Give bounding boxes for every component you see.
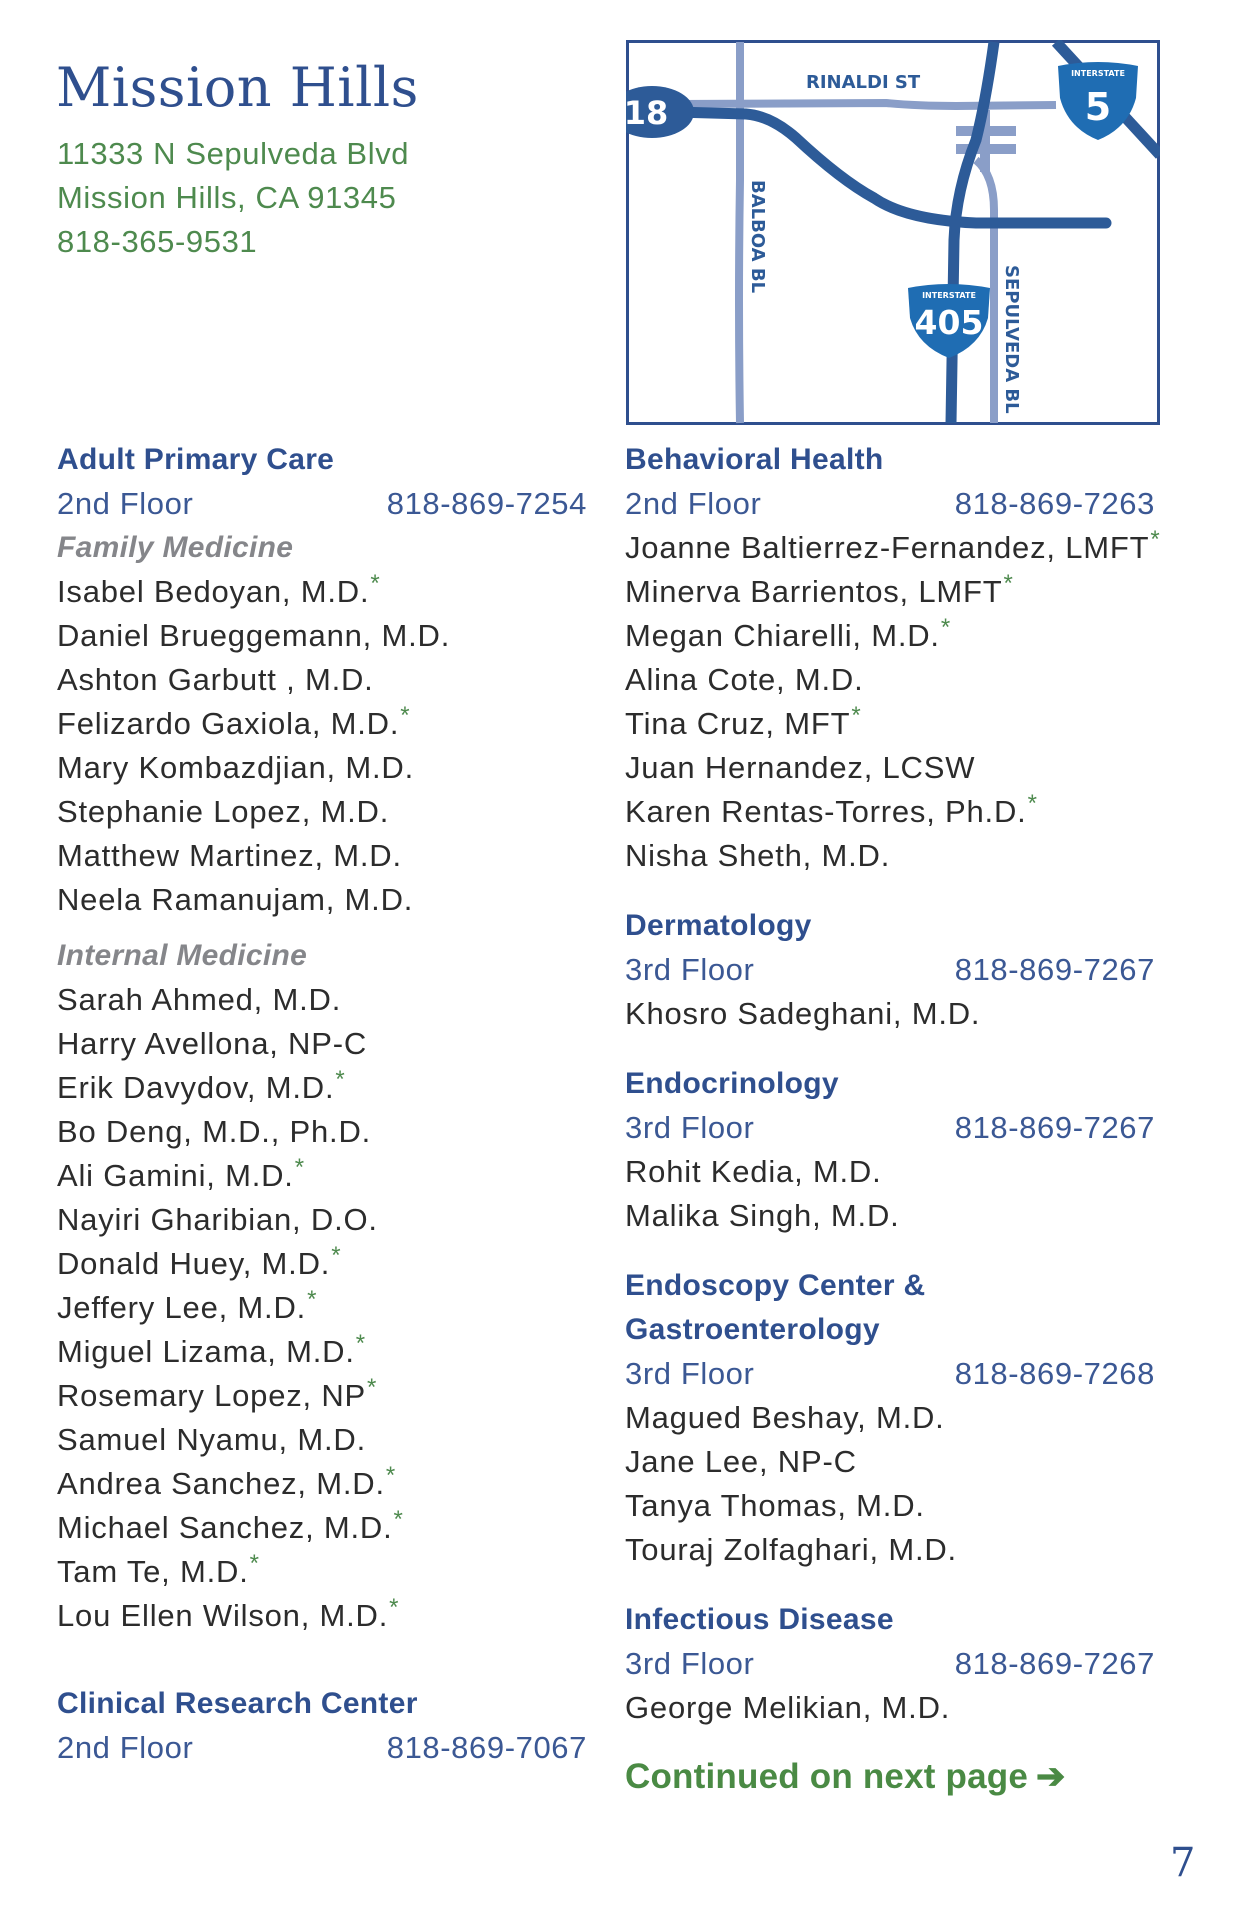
svg-text:405: 405 [914, 303, 984, 342]
provider-item: Rohit Kedia, M.D. [625, 1154, 882, 1189]
provider-item: Ashton Garbutt , M.D. [57, 662, 374, 697]
provider-item: Lou Ellen Wilson, M.D.* [57, 1593, 400, 1633]
svg-text:INTERSTATE: INTERSTATE [1071, 69, 1125, 78]
floor-phone-row [57, 482, 587, 526]
floor-label: 3rd Floor [625, 1646, 755, 1681]
section-title: Infectious Disease [625, 1603, 894, 1636]
address-street: 11333 N Sepulveda Blvd [57, 136, 410, 171]
provider-item: Erik Davydov, M.D.* [57, 1065, 346, 1105]
department-phone: 818-869-7263 [954, 486, 1155, 521]
section-adult-primary-care [57, 438, 587, 1638]
provider-list-family-medicine [57, 570, 587, 922]
floor-label: 3rd Floor [625, 1356, 755, 1391]
star-icon: * [367, 1373, 378, 1401]
sepulveda-label: SEPULVEDA BL [1001, 265, 1022, 414]
section-title: Gastroenterology [625, 1313, 880, 1346]
page-number: 7 [1170, 1840, 1196, 1886]
provider-item: Daniel Brueggemann, M.D. [57, 618, 451, 653]
subsection-title: Family Medicine [57, 531, 294, 564]
address-city: Mission Hills, CA 91345 [57, 180, 397, 215]
rinaldi-street [676, 103, 1056, 106]
star-icon: * [1150, 525, 1161, 553]
provider-item: Tina Cruz, MFT* [625, 701, 862, 741]
balboa-street [739, 42, 740, 423]
floor-label: 2nd Floor [57, 486, 194, 521]
provider-item: Neela Ramanujam, M.D. [57, 882, 414, 917]
provider-item: Jane Lee, NP-C [625, 1444, 857, 1479]
section-title: Behavioral Health [625, 443, 884, 476]
balboa-label: BALBOA BL [747, 180, 768, 294]
floor-phone-row [625, 948, 1155, 992]
department-phone: 818-869-7267 [954, 1646, 1155, 1681]
floor-phone-row [625, 1642, 1155, 1686]
provider-item: Ali Gamini, M.D.* [57, 1153, 305, 1193]
provider-item: Tanya Thomas, M.D. [625, 1488, 925, 1523]
floor-phone-row [625, 1106, 1155, 1150]
department-phone: 818-869-7267 [954, 952, 1155, 987]
provider-item: Bo Deng, M.D., Ph.D. [57, 1114, 372, 1149]
star-icon: * [355, 1329, 366, 1357]
provider-item: Felizardo Gaxiola, M.D.* [57, 701, 411, 741]
continued-next-page-link[interactable] [625, 1752, 1155, 1802]
provider-item: Minerva Barrientos, LMFT* [625, 569, 1014, 609]
star-icon: * [385, 1461, 397, 1489]
provider-item: Stephanie Lopez, M.D. [57, 794, 390, 829]
star-icon: * [940, 613, 951, 641]
provider-item: Juan Hernandez, LCSW [625, 750, 976, 785]
section-clinical-research-center [57, 1682, 587, 1770]
star-icon: * [851, 701, 862, 729]
provider-item: Rosemary Lopez, NP* [57, 1373, 378, 1413]
star-icon: * [389, 1593, 400, 1621]
provider-item: Sarah Ahmed, M.D. [57, 982, 342, 1017]
provider-item: Miguel Lizama, M.D.* [57, 1329, 366, 1369]
floor-phone-row [625, 1352, 1155, 1396]
provider-item: Harry Avellona, NP-C [57, 1026, 368, 1061]
provider-item: Nisha Sheth, M.D. [625, 838, 891, 873]
star-icon: * [249, 1549, 260, 1577]
provider-item: Megan Chiarelli, M.D.* [625, 613, 951, 653]
section-endocrinology [625, 1062, 1155, 1238]
provider-item: Joanne Baltierrez-Fernandez, LMFT* [625, 525, 1161, 565]
svg-text:INTERSTATE: INTERSTATE [922, 291, 976, 300]
provider-item: Isabel Bedoyan, M.D.* [57, 569, 381, 609]
department-phone: 818-869-7267 [954, 1110, 1155, 1145]
provider-item: Tam Te, M.D.* [57, 1549, 260, 1589]
arrow-right-icon: ➔ [1036, 1757, 1066, 1796]
location-phone: 818-365-9531 [57, 224, 258, 259]
star-icon: * [335, 1065, 346, 1093]
floor-label: 2nd Floor [625, 486, 762, 521]
svg-text:5: 5 [1084, 85, 1112, 129]
star-icon: * [400, 701, 411, 729]
provider-item: Alina Cote, M.D. [625, 662, 864, 697]
provider-item: Nayiri Gharibian, D.O. [57, 1202, 378, 1237]
floor-phone-row [625, 482, 1155, 526]
department-phone: 818-869-7254 [386, 486, 587, 521]
star-icon: * [370, 569, 381, 597]
section-title: Endoscopy Center & [625, 1269, 926, 1302]
star-icon: * [331, 1241, 342, 1269]
floor-label: 3rd Floor [625, 952, 755, 987]
provider-item: Michael Sanchez, M.D.* [57, 1505, 404, 1545]
provider-item: Touraj Zolfaghari, M.D. [625, 1532, 957, 1567]
star-icon: * [294, 1153, 305, 1181]
location-map [626, 40, 1160, 425]
section-infectious-disease [625, 1598, 1155, 1730]
provider-item: Khosro Sadeghani, M.D. [625, 996, 981, 1031]
star-icon: * [1027, 789, 1038, 817]
provider-item: Andrea Sanchez, M.D.* [57, 1461, 397, 1501]
provider-item: Jeffery Lee, M.D.* [57, 1285, 318, 1325]
floor-label: 2nd Floor [57, 1730, 194, 1765]
right-column [625, 438, 1161, 1802]
provider-item: Malika Singh, M.D. [625, 1198, 900, 1233]
section-title: Clinical Research Center [57, 1687, 418, 1720]
floor-label: 3rd Floor [625, 1110, 755, 1145]
provider-item: Magued Beshay, M.D. [625, 1400, 945, 1435]
rinaldi-label: RINALDI ST [806, 72, 921, 93]
provider-list-internal-medicine [57, 978, 587, 1638]
location-address [57, 132, 409, 264]
provider-item: Matthew Martinez, M.D. [57, 838, 402, 873]
star-icon: * [1003, 569, 1014, 597]
section-title: Endocrinology [625, 1067, 839, 1100]
section-title: Dermatology [625, 909, 812, 942]
left-column [57, 438, 587, 1770]
section-endoscopy-gastroenterology [625, 1264, 1155, 1572]
provider-item: George Melikian, M.D. [625, 1690, 951, 1725]
section-title: Adult Primary Care [57, 443, 335, 476]
provider-item: Samuel Nyamu, M.D. [57, 1422, 366, 1457]
subsection-title: Internal Medicine [57, 939, 308, 972]
star-icon: * [307, 1285, 318, 1313]
section-behavioral-health [625, 438, 1161, 878]
provider-item: Mary Kombazdjian, M.D. [57, 750, 414, 785]
provider-item: Karen Rentas-Torres, Ph.D.* [625, 789, 1038, 829]
floor-phone-row [57, 1726, 587, 1770]
section-dermatology [625, 904, 1155, 1036]
star-icon: * [393, 1505, 404, 1533]
continued-label: Continued on next page [625, 1757, 1029, 1796]
svg-text:18: 18 [626, 94, 669, 132]
location-title: Mission Hills [56, 56, 419, 119]
department-phone: 818-869-7268 [954, 1356, 1155, 1391]
provider-item: Donald Huey, M.D.* [57, 1241, 342, 1281]
department-phone: 818-869-7067 [386, 1730, 587, 1765]
